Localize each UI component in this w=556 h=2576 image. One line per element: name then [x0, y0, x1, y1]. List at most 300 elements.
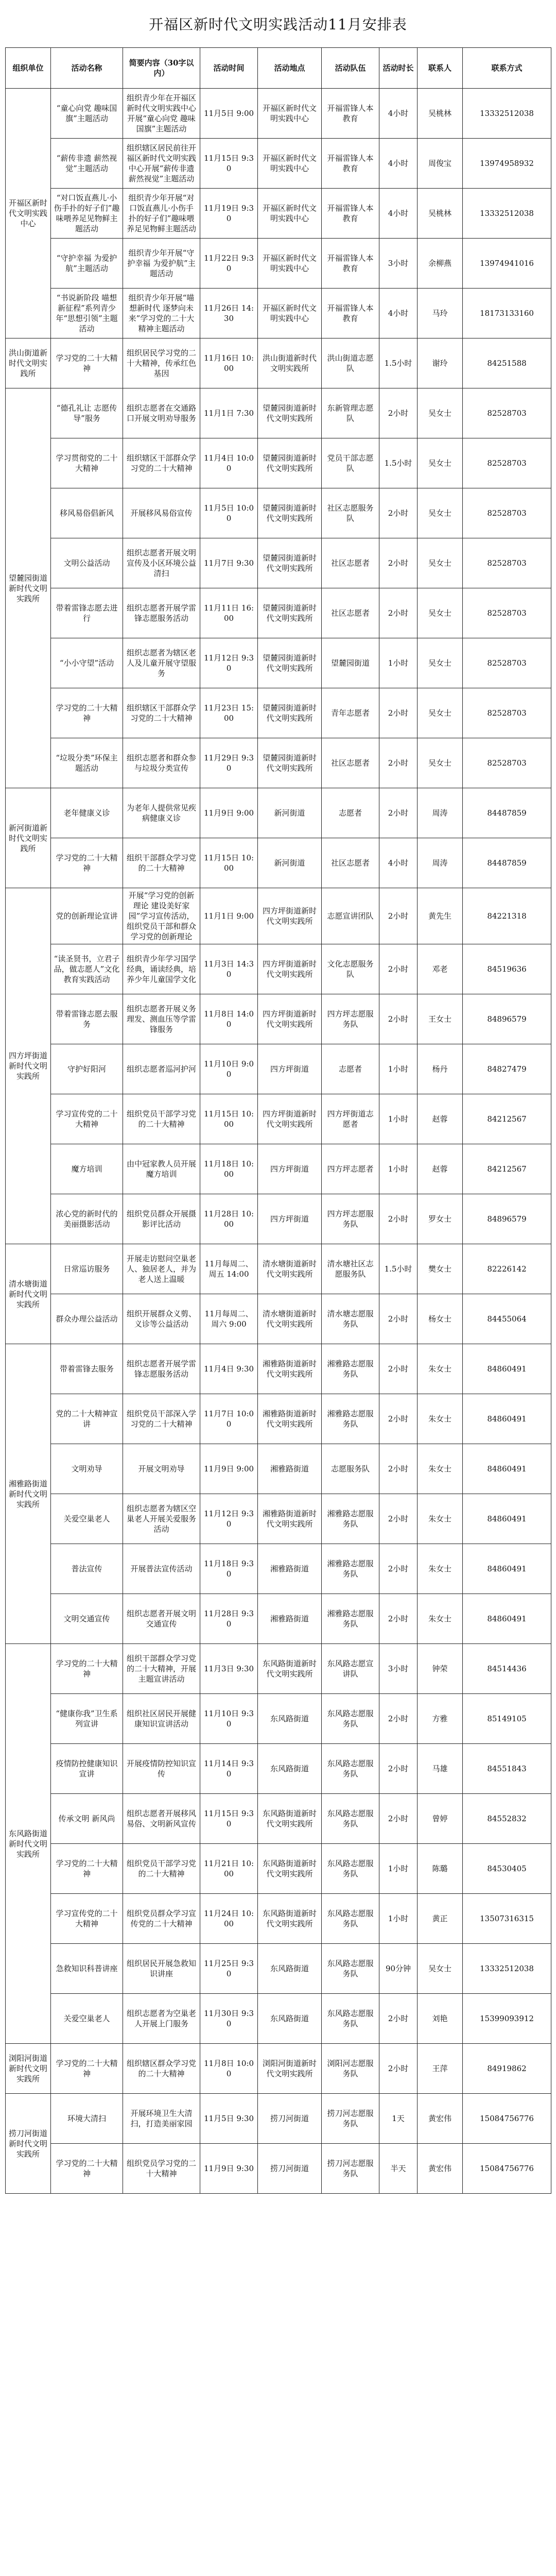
table-row	[6, 2144, 551, 2194]
activity-content: 组织居民开展急救知识讲座	[123, 1944, 200, 1994]
contact-person: 黄先生	[418, 888, 463, 944]
table-row	[6, 1194, 551, 1244]
contact-phone: 13332512038	[463, 1944, 551, 1994]
activity-duration: 2小时	[379, 1194, 418, 1244]
activity-team: 四方坪志愿服务队	[322, 1194, 379, 1244]
table-row	[6, 2094, 551, 2144]
activity-place: 东风路街道新时代文明实践所	[258, 1894, 322, 1944]
contact-person: 赵蓉	[418, 1144, 463, 1194]
activity-time: 11月4日 10:00	[200, 438, 258, 488]
activity-duration: 1小时	[379, 1894, 418, 1944]
activity-content: 组织党员群众学习宣传党的二十大精神	[123, 1894, 200, 1944]
contact-phone: 84514436	[463, 1644, 551, 1694]
table-row	[6, 944, 551, 994]
contact-phone: 18173133160	[463, 289, 551, 338]
table-row	[6, 738, 551, 788]
activity-team: 洪山街道志愿队	[322, 338, 379, 388]
activity-time: 11月8日 10:00	[200, 2044, 258, 2094]
activity-time: 11月15日 10:00	[200, 1094, 258, 1144]
activity-name: 老年健康义诊	[51, 788, 123, 838]
header-row	[6, 48, 551, 89]
organizer-cell: 洪山街道新时代文明实践所	[6, 338, 51, 388]
contact-person: 朱女士	[418, 1394, 463, 1444]
contact-person: 朱女士	[418, 1444, 463, 1494]
activity-team: 东新管理志愿队	[322, 388, 379, 438]
table-row	[6, 89, 551, 139]
activity-team: 捞刀河志愿服务队	[322, 2144, 379, 2194]
activity-place: 望麓园街道新时代文明实践所	[258, 688, 322, 738]
contact-person: 吴桃林	[418, 89, 463, 139]
activity-team: 东风路志愿服务队	[322, 1944, 379, 1994]
activity-name: 学习贯彻党的二十大精神	[51, 438, 123, 488]
activity-content: 开展移风易俗宣传	[123, 488, 200, 538]
activity-time: 11月24日 10:00	[200, 1894, 258, 1944]
contact-phone: 84212567	[463, 1144, 551, 1194]
activity-name: 学习党的二十大精神	[51, 1644, 123, 1694]
activity-duration: 1.5小时	[379, 338, 418, 388]
contact-phone: 82528703	[463, 738, 551, 788]
activity-team: 四方坪志愿者	[322, 1144, 379, 1194]
activity-team: 志愿宣讲团队	[322, 888, 379, 944]
activity-time: 11月每周二、周五 14:00	[200, 1244, 258, 1294]
activity-content: 组织志愿者开展文明交通宣传	[123, 1594, 200, 1644]
activity-team: 东风路志愿服务队	[322, 1994, 379, 2044]
table-row	[6, 1894, 551, 1944]
activity-team: 志愿者	[322, 1044, 379, 1094]
contact-phone: 82528703	[463, 638, 551, 688]
activity-time: 11月21日 10:00	[200, 1844, 258, 1894]
activity-content: 组织党员干部深入学习党的二十大精神	[123, 1394, 200, 1444]
activity-duration: 4小时	[379, 139, 418, 189]
activity-time: 11月11日 16:00	[200, 588, 258, 638]
table-row	[6, 1494, 551, 1544]
activity-content: 组织志愿者为辖区空巢老人开展关爱服务活动	[123, 1494, 200, 1544]
activity-content: 组织青少年开展“喵想新时代 逐梦向未来”学习党的二十大精神主题活动	[123, 289, 200, 338]
activity-place: 四方坪街道	[258, 1044, 322, 1094]
activity-time: 11月12日 9:30	[200, 638, 258, 688]
activity-name: “垃圾分类”环保主题活动	[51, 738, 123, 788]
activity-duration: 2小时	[379, 1494, 418, 1544]
activity-team: 东风路志愿服务队	[322, 1894, 379, 1944]
contact-phone: 84552832	[463, 1794, 551, 1844]
activity-time: 11月1日 7:30	[200, 388, 258, 438]
activity-content: 开展走访慰问空巢老人、独居老人，并为老人送上温暖	[123, 1244, 200, 1294]
activity-team: 开福雷锋人本教育	[322, 239, 379, 289]
table-row	[6, 189, 551, 239]
activity-name: 学习宣传党的二十大精神	[51, 1894, 123, 1944]
activity-content: 组织社区居民开展健康知识宣讲活动	[123, 1694, 200, 1744]
activity-content: 组织志愿者开展文明宣传及小区环境公益清扫	[123, 538, 200, 588]
activity-place: 望麓园街道新时代文明实践所	[258, 538, 322, 588]
contact-person: 罗女士	[418, 1194, 463, 1244]
contact-phone: 84487859	[463, 788, 551, 838]
activity-team: 社区志愿者	[322, 538, 379, 588]
table-row	[6, 1844, 551, 1894]
activity-name: 学习党的二十大精神	[51, 688, 123, 738]
activity-team: 开福雷锋人本教育	[322, 139, 379, 189]
activity-name: 移风易俗倡新风	[51, 488, 123, 538]
activity-content: 组织志愿者为空巢老人开展上门服务	[123, 1994, 200, 2044]
contact-phone: 85149105	[463, 1694, 551, 1744]
activity-place: 四方坪街道新时代文明实践所	[258, 994, 322, 1044]
activity-team: 东风路志愿服务队	[322, 1694, 379, 1744]
activity-place: 洪山街道新时代文明实践所	[258, 338, 322, 388]
page-title: 开福区新时代文明实践活动11月安排表	[149, 16, 407, 33]
table-row	[6, 1694, 551, 1744]
activity-content: 组织青少年学习国学经典，诵读经典，培养少年儿童国学文化	[123, 944, 200, 994]
activity-content: 组织开展群众义剪、义诊等公益活动	[123, 1294, 200, 1344]
activity-name: “书说新阶段 喵想新征程”系列青少年“思想引领”主题活动	[51, 289, 123, 338]
activity-time: 11月12日 9:30	[200, 1494, 258, 1544]
activity-content: 组织志愿者开展学雷锋志愿服务活动	[123, 1344, 200, 1394]
contact-phone: 13974941016	[463, 239, 551, 289]
contact-phone: 84860491	[463, 1394, 551, 1444]
activity-time: 11月5日 9:00	[200, 89, 258, 139]
activity-content: 组织志愿者在交通路口开展文明劝导服务	[123, 388, 200, 438]
activity-team: 清水塘社区志愿服务队	[322, 1244, 379, 1294]
contact-phone: 84251588	[463, 338, 551, 388]
contact-person: 邓老	[418, 944, 463, 994]
contact-person: 赵蓉	[418, 1094, 463, 1144]
activity-content: 组织党员群众开展摄影评比活动	[123, 1194, 200, 1244]
activity-place: 四方坪街道	[258, 1194, 322, 1244]
table-row	[6, 1344, 551, 1394]
contact-phone: 13332512038	[463, 89, 551, 139]
activity-content: 组织党员干部学习党的二十大精神	[123, 1094, 200, 1144]
activity-duration: 2小时	[379, 388, 418, 438]
table-row	[6, 1044, 551, 1094]
contact-phone: 84860491	[463, 1344, 551, 1394]
activity-duration: 2小时	[379, 944, 418, 994]
col-header: 联系人	[418, 48, 463, 89]
activity-duration: 3小时	[379, 239, 418, 289]
activity-place: 东风路街道新时代文明实践所	[258, 1794, 322, 1844]
activity-name: 魔方培训	[51, 1144, 123, 1194]
activity-place: 四方坪街道新时代文明实践所	[258, 944, 322, 994]
activity-name: 守护好阳河	[51, 1044, 123, 1094]
activity-name: 文明交通宣传	[51, 1594, 123, 1644]
activity-name: 环境大清扫	[51, 2094, 123, 2144]
contact-person: 樊女士	[418, 1244, 463, 1294]
activity-duration: 4小时	[379, 189, 418, 239]
activity-time: 11月29日 9:30	[200, 738, 258, 788]
activity-content: 组织志愿者为辖区老人及儿童开展守望服务	[123, 638, 200, 688]
activity-name: “读圣贤书，立君子品，做志愿人”文化教育实践活动	[51, 944, 123, 994]
contact-person: 刘艳	[418, 1994, 463, 2044]
activity-duration: 2小时	[379, 1394, 418, 1444]
col-header: 活动时间	[200, 48, 258, 89]
activity-place: 湘雅路街道	[258, 1594, 322, 1644]
activity-duration: 2小时	[379, 1444, 418, 1494]
activity-team: 开福雷锋人本教育	[322, 289, 379, 338]
contact-phone: 82528703	[463, 588, 551, 638]
activity-team: 东风路志愿服务队	[322, 1844, 379, 1894]
activity-time: 11月3日 14:30	[200, 944, 258, 994]
activity-team: 社区志愿者	[322, 738, 379, 788]
activity-team: 社区志愿服务队	[322, 488, 379, 538]
activity-content: 组织党员学习党的二十大精神	[123, 2144, 200, 2194]
contact-person: 吴女士	[418, 538, 463, 588]
activity-name: 带着雷锋志愿去进行	[51, 588, 123, 638]
table-row	[6, 438, 551, 488]
organizer-cell: 开福区新时代文明实践中心	[6, 89, 51, 338]
contact-phone: 84221318	[463, 888, 551, 944]
activity-duration: 4小时	[379, 289, 418, 338]
activity-time: 11月19日 9:30	[200, 189, 258, 239]
activity-time: 11月9日 9:00	[200, 1444, 258, 1494]
activity-team: 湘雅路志愿服务队	[322, 1344, 379, 1394]
contact-person: 王萍	[418, 2044, 463, 2094]
activity-duration: 2小时	[379, 738, 418, 788]
schedule-table	[5, 47, 551, 2194]
contact-phone: 84860491	[463, 1444, 551, 1494]
activity-content: 组织辖区群众学习党的二十大精神	[123, 2044, 200, 2094]
contact-person: 谢玲	[418, 338, 463, 388]
activity-place: 湘雅路街道	[258, 1444, 322, 1494]
contact-person: 余柳燕	[418, 239, 463, 289]
organizer-cell: 新河街道新时代文明实践所	[6, 788, 51, 888]
activity-team: 东风路志愿服务队	[322, 1794, 379, 1844]
activity-place: 四方坪街道新时代文明实践所	[258, 1094, 322, 1144]
table-row	[6, 239, 551, 289]
activity-duration: 1.5小时	[379, 1244, 418, 1294]
col-header: 组织单位	[6, 48, 51, 89]
activity-duration: 2小时	[379, 1294, 418, 1344]
table-row	[6, 1944, 551, 1994]
activity-team: 社区志愿者	[322, 838, 379, 888]
contact-person: 马雄	[418, 1744, 463, 1794]
activity-content: 组织辖区干部群众学习党的二十大精神	[123, 438, 200, 488]
activity-duration: 4小时	[379, 89, 418, 139]
activity-place: 东风路街道新时代文明实践所	[258, 1844, 322, 1894]
table-row	[6, 1594, 551, 1644]
contact-person: 朱女士	[418, 1594, 463, 1644]
activity-name: 学习党的二十大精神	[51, 2144, 123, 2194]
contact-phone: 82528703	[463, 388, 551, 438]
contact-person: 朱女士	[418, 1494, 463, 1544]
activity-duration: 2小时	[379, 1994, 418, 2044]
contact-person: 王女士	[418, 994, 463, 1044]
activity-duration: 2小时	[379, 538, 418, 588]
contact-person: 吴女士	[418, 488, 463, 538]
activity-team: 清水塘志愿服务队	[322, 1294, 379, 1344]
activity-team: 湘雅路志愿服务队	[322, 1394, 379, 1444]
activity-duration: 1小时	[379, 1044, 418, 1094]
activity-name: 带着雷锋去服务	[51, 1344, 123, 1394]
activity-time: 11月25日 9:30	[200, 1944, 258, 1994]
activity-time: 11月15日 10:00	[200, 838, 258, 888]
activity-name: 急救知识科普讲座	[51, 1944, 123, 1994]
contact-phone: 84551843	[463, 1744, 551, 1794]
activity-place: 湘雅路街道	[258, 1544, 322, 1594]
activity-duration: 2小时	[379, 1694, 418, 1744]
activity-place: 开福区新时代文明实践中心	[258, 289, 322, 338]
activity-team: 望麓园街道	[322, 638, 379, 688]
contact-phone: 84919862	[463, 2044, 551, 2094]
contact-person: 吴女士	[418, 388, 463, 438]
activity-time: 11月5日 10:00	[200, 488, 258, 538]
contact-person: 周涛	[418, 838, 463, 888]
contact-person: 吴女士	[418, 638, 463, 688]
activity-team: 四方坪街道志愿者	[322, 1094, 379, 1144]
activity-time: 11月15日 9:30	[200, 1794, 258, 1844]
activity-team: 东风路志愿宣讲队	[322, 1644, 379, 1694]
activity-name: 日常巡访服务	[51, 1244, 123, 1294]
table-row	[6, 1444, 551, 1494]
contact-person: 吴桃林	[418, 189, 463, 239]
activity-duration: 1小时	[379, 1844, 418, 1894]
contact-phone: 84212567	[463, 1094, 551, 1144]
activity-team: 开福雷锋人本教育	[322, 189, 379, 239]
activity-time: 11月23日 15:00	[200, 688, 258, 738]
contact-phone: 84896579	[463, 994, 551, 1044]
activity-content: 由中冠家教人员开展魔方培训	[123, 1144, 200, 1194]
table-row	[6, 338, 551, 388]
activity-place: 新河街道	[258, 788, 322, 838]
contact-person: 朱女士	[418, 1544, 463, 1594]
activity-duration: 2小时	[379, 1744, 418, 1794]
activity-content: 组织青少年开展“守护幸福 为爱护航”主题活动	[123, 239, 200, 289]
activity-duration: 4小时	[379, 838, 418, 888]
col-header: 活动队伍	[322, 48, 379, 89]
contact-phone: 84860491	[463, 1544, 551, 1594]
activity-time: 11月16日 10:00	[200, 338, 258, 388]
col-header: 活动地点	[258, 48, 322, 89]
activity-team: 文化志愿服务队	[322, 944, 379, 994]
contact-phone: 13974958932	[463, 139, 551, 189]
activity-content: 开展疫情防控知识宣传	[123, 1744, 200, 1794]
activity-name: 文明公益活动	[51, 538, 123, 588]
contact-person: 吴女士	[418, 438, 463, 488]
activity-time: 11月15日 9:30	[200, 139, 258, 189]
contact-phone: 84519636	[463, 944, 551, 994]
contact-person: 吴女士	[418, 588, 463, 638]
activity-team: 社区志愿者	[322, 588, 379, 638]
table-row	[6, 838, 551, 888]
activity-team: 开福雷锋人本教育	[322, 89, 379, 139]
table-row	[6, 488, 551, 538]
activity-content: 组织辖区干部群众学习党的二十大精神	[123, 688, 200, 738]
activity-duration: 2小时	[379, 994, 418, 1044]
table-row	[6, 1244, 551, 1294]
activity-team: 志愿者	[322, 788, 379, 838]
activity-name: 党的创新理论宣讲	[51, 888, 123, 944]
contact-person: 黄宏伟	[418, 2144, 463, 2194]
activity-content: 组织志愿者开展移风易俗、文明新风宣传	[123, 1794, 200, 1844]
contact-phone: 82528703	[463, 438, 551, 488]
activity-content: 开展文明劝导	[123, 1444, 200, 1494]
activity-team: 湘雅路志愿服务队	[322, 1544, 379, 1594]
activity-name: “小小守望”活动	[51, 638, 123, 688]
activity-place: 捞刀河街道	[258, 2094, 322, 2144]
activity-team: 四方坪志愿服务队	[322, 994, 379, 1044]
activity-place: 浏阳河街道新时代文明实践所	[258, 2044, 322, 2094]
activity-name: “童心向党 趣味国旗”主题活动	[51, 89, 123, 139]
activity-name: 群众办理公益活动	[51, 1294, 123, 1344]
contact-person: 吴女士	[418, 738, 463, 788]
contact-phone: 84455064	[463, 1294, 551, 1344]
table-row	[6, 289, 551, 338]
activity-name: 学习党的二十大精神	[51, 1844, 123, 1894]
organizer-cell: 湘雅路街道新时代文明实践所	[6, 1344, 51, 1644]
table-row	[6, 688, 551, 738]
table-row	[6, 994, 551, 1044]
activity-team: 捞刀河志愿服务队	[322, 2094, 379, 2144]
activity-content: 为老年人提供常见疾病健康义诊	[123, 788, 200, 838]
contact-phone: 84896579	[463, 1194, 551, 1244]
contact-person: 杨女士	[418, 1294, 463, 1344]
contact-person: 吴女士	[418, 688, 463, 738]
contact-phone: 15399093912	[463, 1994, 551, 2044]
activity-name: “德孔礼让 志愿传导”服务	[51, 388, 123, 438]
activity-name: 学习宣传党的二十大精神	[51, 1094, 123, 1144]
contact-phone: 15084756776	[463, 2144, 551, 2194]
contact-phone: 15084756776	[463, 2094, 551, 2144]
contact-phone: 82226142	[463, 1244, 551, 1294]
activity-place: 四方坪街道新时代文明实践所	[258, 888, 322, 944]
contact-phone: 84530405	[463, 1844, 551, 1894]
activity-time: 11月30日 9:30	[200, 1994, 258, 2044]
contact-person: 黄宏伟	[418, 2094, 463, 2144]
activity-team: 青年志愿者	[322, 688, 379, 738]
contact-person: 朱女士	[418, 1344, 463, 1394]
activity-place: 望麓园街道新时代文明实践所	[258, 638, 322, 688]
activity-time: 11月22日 9:30	[200, 239, 258, 289]
contact-person: 周俊宝	[418, 139, 463, 189]
col-header: 活动名称	[51, 48, 123, 89]
activity-name: 带着雷锋志愿去服务	[51, 994, 123, 1044]
activity-time: 11月28日 9:30	[200, 1594, 258, 1644]
activity-time: 11月26日 14:30	[200, 289, 258, 338]
activity-place: 开福区新时代文明实践中心	[258, 239, 322, 289]
activity-content: 组织志愿者和群众参与垃圾分类宣传	[123, 738, 200, 788]
activity-time: 11月8日 14:00	[200, 994, 258, 1044]
activity-name: “健康你我”卫生系列宣讲	[51, 1694, 123, 1744]
activity-content: 组织青少年开展“对口饭直燕儿·小伤手扑的好子们”趣味喂养足见物鲜主题活动	[123, 189, 200, 239]
activity-duration: 2小时	[379, 2044, 418, 2094]
contact-person: 钟荣	[418, 1644, 463, 1694]
table-row	[6, 1644, 551, 1694]
contact-phone: 13332512038	[463, 189, 551, 239]
organizer-cell: 浏阳河街道新时代文明实践所	[6, 2044, 51, 2094]
activity-place: 捞刀河街道	[258, 2144, 322, 2194]
activity-duration: 1小时	[379, 638, 418, 688]
contact-phone: 84860491	[463, 1594, 551, 1644]
activity-duration: 1.5小时	[379, 438, 418, 488]
activity-place: 望麓园街道新时代文明实践所	[258, 488, 322, 538]
activity-duration: 1小时	[379, 1094, 418, 1144]
col-header: 联系方式	[463, 48, 551, 89]
activity-time: 11月28日 10:00	[200, 1194, 258, 1244]
activity-duration: 1小时	[379, 1144, 418, 1194]
organizer-cell: 四方坪街道新时代文明实践所	[6, 888, 51, 1244]
contact-phone: 84487859	[463, 838, 551, 888]
activity-time: 11月1日 9:00	[200, 888, 258, 944]
activity-name: 学习党的二十大精神	[51, 2044, 123, 2094]
activity-team: 东风路志愿服务队	[322, 1744, 379, 1794]
activity-name: 学习党的二十大精神	[51, 838, 123, 888]
activity-name: 浓心党的新时代的美丽摄影活动	[51, 1194, 123, 1244]
activity-content: 组织居民学习党的二十大精神，传承红色基因	[123, 338, 200, 388]
contact-person: 马玲	[418, 289, 463, 338]
table-row	[6, 139, 551, 189]
activity-content: 组织志愿者开展义务理发、测血压等学雷锋服务	[123, 994, 200, 1044]
activity-name: “守护幸福 为爱护航”主题活动	[51, 239, 123, 289]
activity-content: 开展普法宣传活动	[123, 1544, 200, 1594]
activity-time: 11月14日 9:30	[200, 1744, 258, 1794]
table-row	[6, 1144, 551, 1194]
activity-name: 党的二十大精神宣讲	[51, 1394, 123, 1444]
